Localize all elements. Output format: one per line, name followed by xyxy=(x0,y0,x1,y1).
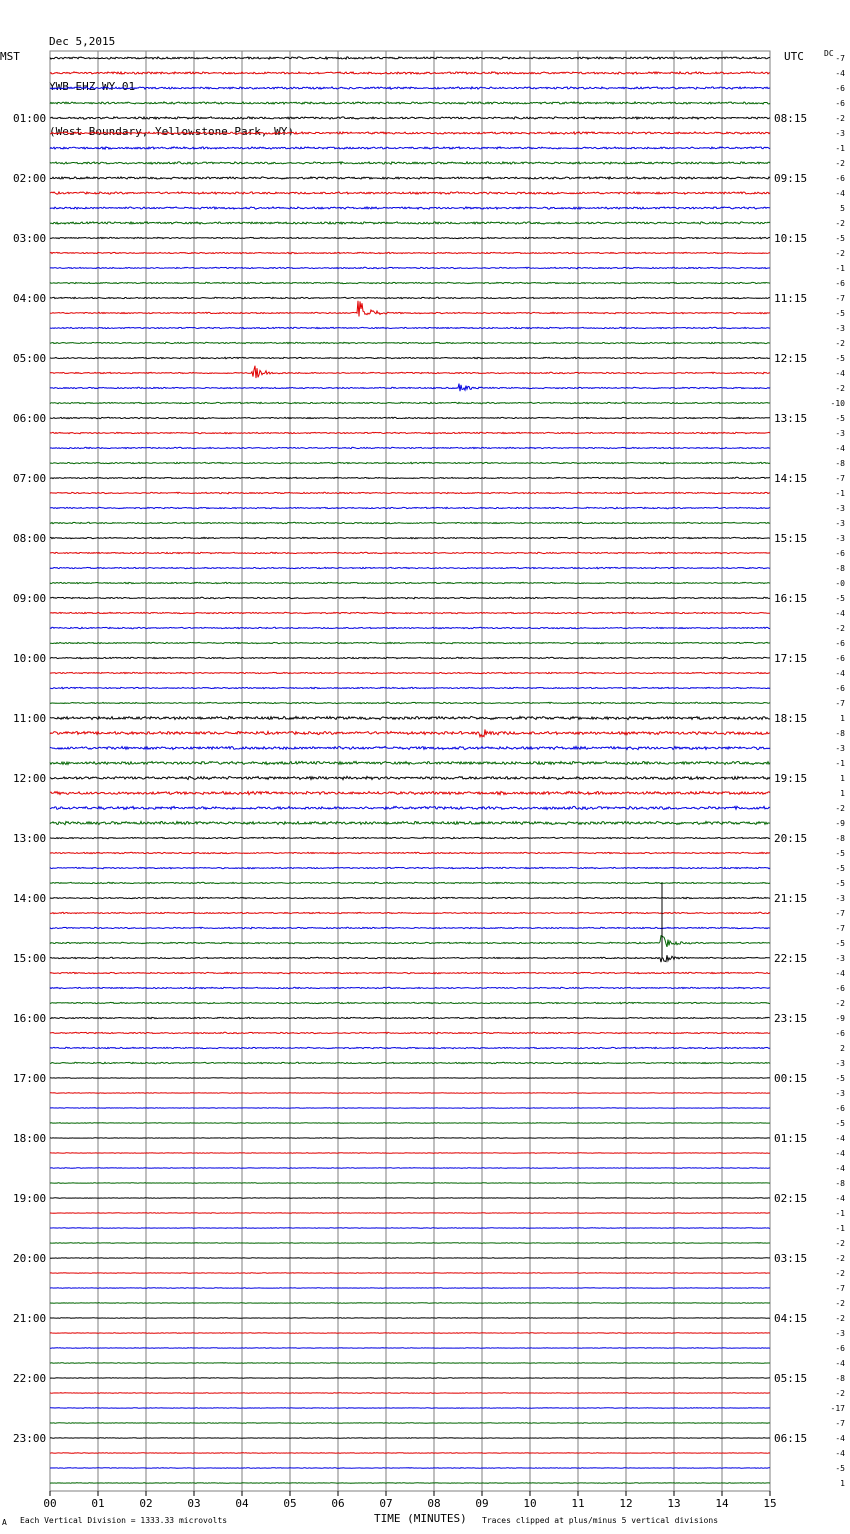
seismic-trace xyxy=(50,747,770,750)
chart-date: Dec 5,2015 xyxy=(49,35,116,48)
dc-offset-label: -2 xyxy=(835,1269,845,1278)
seismic-trace xyxy=(50,1273,770,1274)
dc-offset-label: -3 xyxy=(835,1089,845,1098)
seismic-trace xyxy=(50,1288,770,1289)
seismic-trace xyxy=(50,1318,770,1319)
mst-hour-label: 06:00 xyxy=(13,412,47,425)
seismic-trace xyxy=(50,162,770,164)
dc-offset-label: -8 xyxy=(835,1179,845,1188)
dc-offset-label: -3 xyxy=(835,129,845,138)
seismic-trace xyxy=(50,1213,770,1214)
dc-offset-label: -2 xyxy=(835,1314,845,1323)
dc-offset-label: -6 xyxy=(835,1104,845,1113)
seismic-trace xyxy=(50,87,770,89)
seismic-trace xyxy=(50,207,770,209)
x-tick-label: 13 xyxy=(667,1497,681,1510)
seismic-trace xyxy=(50,1483,770,1484)
seismic-trace xyxy=(50,522,770,523)
dc-offset-label: 1 xyxy=(840,789,845,798)
mst-hour-label: 22:00 xyxy=(13,1372,47,1385)
dc-offset-label: -7 xyxy=(835,1419,845,1428)
seismic-trace xyxy=(50,1093,770,1094)
seismic-trace xyxy=(50,342,770,343)
dc-offset-label: -2 xyxy=(835,804,845,813)
dc-offset-label: -6 xyxy=(835,684,845,693)
dc-offset-label: -5 xyxy=(835,879,845,888)
dc-offset-label: -6 xyxy=(835,1029,845,1038)
utc-hour-label: 13:15 xyxy=(774,412,808,425)
seismic-trace xyxy=(50,366,770,378)
utc-hour-label: 01:15 xyxy=(774,1132,808,1145)
seismic-trace xyxy=(50,507,770,508)
x-axis-label: TIME (MINUTES) xyxy=(374,1512,467,1525)
utc-hour-label: 00:15 xyxy=(774,1072,808,1085)
dc-offset-label: -4 xyxy=(835,669,845,678)
x-tick-label: 14 xyxy=(715,1497,729,1510)
utc-hour-label: 03:15 xyxy=(774,1252,808,1265)
seismic-trace xyxy=(50,117,770,119)
dc-offset-label: -7 xyxy=(835,54,845,63)
mst-hour-label: 08:00 xyxy=(13,532,47,545)
dc-offset-label: -9 xyxy=(835,819,845,828)
plot-frame xyxy=(50,51,770,1491)
seismic-trace xyxy=(50,1078,770,1079)
seismic-trace xyxy=(50,657,770,658)
seismic-trace xyxy=(50,582,770,583)
mst-hour-label: 17:00 xyxy=(13,1072,47,1085)
utc-hour-label: 14:15 xyxy=(774,472,808,485)
seismic-trace xyxy=(50,687,770,689)
dc-offset-label: -6 xyxy=(835,84,845,93)
dc-offset-label: -4 xyxy=(835,1134,845,1143)
dc-offset-label: -4 xyxy=(835,1434,845,1443)
dc-offset-label: -4 xyxy=(835,1359,845,1368)
utc-hour-label: 17:15 xyxy=(774,652,808,665)
seismic-trace xyxy=(50,477,770,479)
dc-offset-label: -10 xyxy=(830,399,845,408)
dc-offset-label: -8 xyxy=(835,729,845,738)
seismic-trace xyxy=(50,237,770,239)
seismic-trace xyxy=(50,537,770,539)
x-tick-label: 06 xyxy=(331,1497,345,1510)
dc-offset-label: -3 xyxy=(835,744,845,753)
seismic-trace xyxy=(50,1423,770,1424)
dc-offset-label: -2 xyxy=(835,114,845,123)
utc-hour-label: 10:15 xyxy=(774,232,808,245)
seismic-trace xyxy=(50,987,770,988)
seismic-trace xyxy=(50,1453,770,1454)
seismic-trace xyxy=(50,1378,770,1379)
clip-note: Traces clipped at plus/minus 5 vertical divisions xyxy=(482,1516,719,1525)
dc-offset-label: -2 xyxy=(835,384,845,393)
seismic-trace xyxy=(50,612,770,613)
seismic-trace xyxy=(50,301,770,317)
utc-hour-label: 21:15 xyxy=(774,892,808,905)
seismic-trace xyxy=(50,642,770,644)
dc-offset-label: -6 xyxy=(835,639,845,648)
x-tick-label: 00 xyxy=(43,1497,57,1510)
seismic-trace xyxy=(50,102,770,104)
dc-offset-label: -7 xyxy=(835,474,845,483)
corner-mark: A xyxy=(2,1518,7,1527)
dc-offset-label: -3 xyxy=(835,1059,845,1068)
dc-offset-label: -2 xyxy=(835,1239,845,1248)
x-tick-label: 08 xyxy=(427,1497,441,1510)
seismic-trace xyxy=(50,447,770,448)
seismic-trace xyxy=(50,1363,770,1364)
seismic-trace xyxy=(50,1393,770,1394)
dc-offset-label: -4 xyxy=(835,1164,845,1173)
dc-offset-label: -2 xyxy=(835,1389,845,1398)
x-tick-label: 07 xyxy=(379,1497,393,1510)
dc-offset-label: -5 xyxy=(835,864,845,873)
seismic-trace xyxy=(50,252,770,253)
mst-hour-label: 14:00 xyxy=(13,892,47,905)
x-tick-label: 04 xyxy=(235,1497,249,1510)
seismic-trace xyxy=(50,417,770,418)
utc-hour-label: 19:15 xyxy=(774,772,808,785)
seismic-trace xyxy=(50,702,770,704)
x-tick-label: 11 xyxy=(571,1497,585,1510)
seismic-trace xyxy=(50,567,770,569)
dc-offset-label: -4 xyxy=(835,444,845,453)
dc-offset-label: -2 xyxy=(835,159,845,168)
seismic-trace xyxy=(50,597,770,599)
dc-offset-label: -5 xyxy=(835,849,845,858)
mst-hour-label: 02:00 xyxy=(13,172,47,185)
dc-offset-label: -7 xyxy=(835,294,845,303)
seismic-trace xyxy=(50,552,770,553)
dc-offset-label: -5 xyxy=(835,309,845,318)
dc-offset-label: -3 xyxy=(835,429,845,438)
utc-hour-label: 02:15 xyxy=(774,1192,808,1205)
utc-zone-label: UTC xyxy=(784,50,804,63)
dc-offset-label: 1 xyxy=(840,774,845,783)
dc-offset-label: -3 xyxy=(835,504,845,513)
dc-offset-label: -2 xyxy=(835,219,845,228)
mst-hour-label: 16:00 xyxy=(13,1012,47,1025)
seismic-trace xyxy=(50,1183,770,1184)
dc-offset-label: -5 xyxy=(835,594,845,603)
seismic-trace xyxy=(50,729,770,737)
mst-hour-label: 19:00 xyxy=(13,1192,47,1205)
x-tick-label: 09 xyxy=(475,1497,489,1510)
utc-hour-label: 05:15 xyxy=(774,1372,808,1385)
seismic-trace xyxy=(50,1258,770,1259)
utc-hour-label: 18:15 xyxy=(774,712,808,725)
seismic-trace xyxy=(50,1002,770,1004)
seismic-trace xyxy=(50,462,770,464)
dc-offset-label: -5 xyxy=(835,1119,845,1128)
seismic-trace xyxy=(50,1348,770,1349)
seismic-trace xyxy=(50,1303,770,1304)
utc-hour-label: 23:15 xyxy=(774,1012,808,1025)
dc-offset-label: -5 xyxy=(835,939,845,948)
dc-offset-label: -4 xyxy=(835,1449,845,1458)
dc-offset-label: -6 xyxy=(835,654,845,663)
dc-offset-label: -4 xyxy=(835,369,845,378)
x-tick-label: 12 xyxy=(619,1497,633,1510)
dc-offset-label: -2 xyxy=(835,249,845,258)
seismic-trace xyxy=(50,1168,770,1169)
seismic-trace xyxy=(50,837,770,838)
utc-hour-label: 11:15 xyxy=(774,292,808,305)
utc-hour-label: 04:15 xyxy=(774,1312,808,1325)
seismic-trace xyxy=(50,1123,770,1124)
seismic-trace xyxy=(50,384,770,392)
dc-offset-label: -4 xyxy=(835,189,845,198)
seismic-trace xyxy=(50,147,770,149)
seismic-trace xyxy=(50,432,770,434)
seismic-trace xyxy=(50,1438,770,1439)
seismic-trace xyxy=(50,852,770,853)
dc-offset-label: -8 xyxy=(835,564,845,573)
dc-offset-label: -5 xyxy=(835,354,845,363)
seismic-trace xyxy=(50,1032,770,1034)
seismic-trace xyxy=(50,492,770,494)
dc-offset-label: -2 xyxy=(835,999,845,1008)
x-tick-label: 15 xyxy=(763,1497,777,1510)
mst-zone-label: MST xyxy=(0,50,20,63)
dc-offset-label: -6 xyxy=(835,549,845,558)
mst-hour-label: 07:00 xyxy=(13,472,47,485)
dc-offset-label: -1 xyxy=(835,264,845,273)
dc-offset-label: -7 xyxy=(835,924,845,933)
utc-hour-label: 22:15 xyxy=(774,952,808,965)
seismic-trace xyxy=(50,716,770,719)
seismic-trace xyxy=(50,1243,770,1244)
seismic-traces xyxy=(50,57,770,1484)
utc-hour-label: 08:15 xyxy=(774,112,808,125)
dc-offset-label: -4 xyxy=(835,1194,845,1203)
scale-note: Each Vertical Division = 1333.33 microvolts xyxy=(20,1516,228,1525)
x-tick-label: 10 xyxy=(523,1497,537,1510)
utc-hour-label: 20:15 xyxy=(774,832,808,845)
seismic-trace xyxy=(50,821,770,824)
seismic-trace xyxy=(50,267,770,269)
dc-offset-label: -3 xyxy=(835,519,845,528)
plot-grid xyxy=(50,51,770,1491)
seismic-trace xyxy=(50,72,770,74)
seismic-trace xyxy=(50,132,770,134)
mst-hour-label: 23:00 xyxy=(13,1432,47,1445)
dc-offset-label: -6 xyxy=(835,1344,845,1353)
seismic-trace xyxy=(50,282,770,283)
mst-hour-label: 09:00 xyxy=(13,592,47,605)
x-tick-label: 02 xyxy=(139,1497,153,1510)
dc-offset-label: -17 xyxy=(830,1404,845,1413)
dc-offset-label: -1 xyxy=(835,1209,845,1218)
dc-offset-label: -4 xyxy=(835,609,845,618)
dc-header-label: DC xyxy=(824,49,834,58)
seismic-trace xyxy=(50,1047,770,1048)
dc-offset-label: -8 xyxy=(835,459,845,468)
dc-offset-label: -1 xyxy=(835,759,845,768)
mst-hour-labels xyxy=(13,112,46,1445)
dc-offset-label: -3 xyxy=(835,894,845,903)
dc-offset-label: -4 xyxy=(835,69,845,78)
dc-offset-label: -8 xyxy=(835,1374,845,1383)
station-code: YWB EHZ WY 01 xyxy=(49,80,136,93)
dc-offset-label: -7 xyxy=(835,699,845,708)
seismic-trace xyxy=(50,222,770,224)
utc-hour-label: 16:15 xyxy=(774,592,808,605)
seismic-trace xyxy=(50,1062,770,1063)
dc-offset-label: 1 xyxy=(840,1479,845,1488)
dc-offset-label: 2 xyxy=(840,1044,845,1053)
dc-offset-label: -1 xyxy=(835,144,845,153)
utc-hour-labels xyxy=(774,112,807,1445)
seismic-trace xyxy=(50,1138,770,1139)
dc-offset-label: -1 xyxy=(835,489,845,498)
mst-hour-label: 04:00 xyxy=(13,292,47,305)
mst-hour-label: 11:00 xyxy=(13,712,47,725)
seismic-trace xyxy=(50,192,770,194)
seismic-trace xyxy=(50,1198,770,1199)
dc-offset-label: -2 xyxy=(835,339,845,348)
seismic-trace xyxy=(50,1108,770,1109)
dc-offset-label: -2 xyxy=(835,1254,845,1263)
dc-offset-label: -4 xyxy=(835,969,845,978)
dc-offset-label: -0 xyxy=(835,579,845,588)
dc-offset-label: -3 xyxy=(835,324,845,333)
dc-offset-labels xyxy=(831,54,846,1488)
seismic-trace xyxy=(50,177,770,179)
seismic-trace xyxy=(50,972,770,974)
dc-offset-label: -3 xyxy=(835,1329,845,1338)
dc-offset-label: -6 xyxy=(835,279,845,288)
seismic-trace xyxy=(50,1017,770,1018)
mst-hour-label: 20:00 xyxy=(13,1252,47,1265)
seismic-trace xyxy=(50,1228,770,1229)
utc-hour-label: 12:15 xyxy=(774,352,808,365)
seismic-trace xyxy=(50,1333,770,1334)
dc-offset-label: -5 xyxy=(835,1074,845,1083)
mst-hour-label: 10:00 xyxy=(13,652,47,665)
dc-offset-label: -5 xyxy=(835,414,845,423)
dc-offset-label: -6 xyxy=(835,174,845,183)
seismic-trace xyxy=(50,357,770,359)
dc-offset-label: -2 xyxy=(835,624,845,633)
x-tick-label: 01 xyxy=(91,1497,105,1510)
dc-offset-label: -1 xyxy=(835,1224,845,1233)
mst-hour-label: 13:00 xyxy=(13,832,47,845)
utc-hour-label: 15:15 xyxy=(774,532,808,545)
dc-offset-label: -8 xyxy=(835,834,845,843)
seismic-trace xyxy=(50,1153,770,1154)
dc-offset-label: -7 xyxy=(835,1284,845,1293)
x-tick-label: 05 xyxy=(283,1497,297,1510)
mst-hour-label: 01:00 xyxy=(13,112,47,125)
seismic-trace xyxy=(50,761,770,764)
dc-offset-label: 1 xyxy=(840,714,845,723)
dc-offset-label: -5 xyxy=(835,1464,845,1473)
station-location: (West Boundary, Yellowstone Park, WY) xyxy=(49,125,295,138)
seismic-trace xyxy=(50,806,770,809)
utc-hour-label: 06:15 xyxy=(774,1432,808,1445)
x-tick-label: 03 xyxy=(187,1497,201,1510)
dc-offset-label: -6 xyxy=(835,99,845,108)
dc-offset-label: -3 xyxy=(835,534,845,543)
seismic-trace xyxy=(50,297,770,298)
utc-hour-label: 09:15 xyxy=(774,172,808,185)
seismic-trace xyxy=(50,57,770,59)
seismic-trace xyxy=(50,776,770,779)
mst-hour-label: 12:00 xyxy=(13,772,47,785)
x-tick-labels xyxy=(43,1491,776,1510)
mst-hour-label: 15:00 xyxy=(13,952,47,965)
mst-hour-label: 18:00 xyxy=(13,1132,47,1145)
seismic-trace xyxy=(50,672,770,673)
seismic-trace xyxy=(50,627,770,628)
dc-offset-label: -4 xyxy=(835,1149,845,1158)
dc-offset-label: -7 xyxy=(835,909,845,918)
dc-offset-label: -2 xyxy=(835,1299,845,1308)
dc-offset-label: -3 xyxy=(835,954,845,963)
mst-hour-label: 05:00 xyxy=(13,352,47,365)
mst-hour-label: 03:00 xyxy=(13,232,47,245)
seismic-trace xyxy=(50,1468,770,1469)
seismic-trace xyxy=(50,327,770,328)
seismic-trace xyxy=(50,867,770,869)
dc-offset-label: -9 xyxy=(835,1014,845,1023)
dc-offset-label: -6 xyxy=(835,984,845,993)
seismic-trace xyxy=(50,791,770,794)
seismic-trace xyxy=(50,402,770,403)
mst-hour-label: 21:00 xyxy=(13,1312,47,1325)
dc-offset-label: 5 xyxy=(840,204,845,213)
dc-offset-label: -5 xyxy=(835,234,845,243)
seismic-trace xyxy=(50,1408,770,1409)
